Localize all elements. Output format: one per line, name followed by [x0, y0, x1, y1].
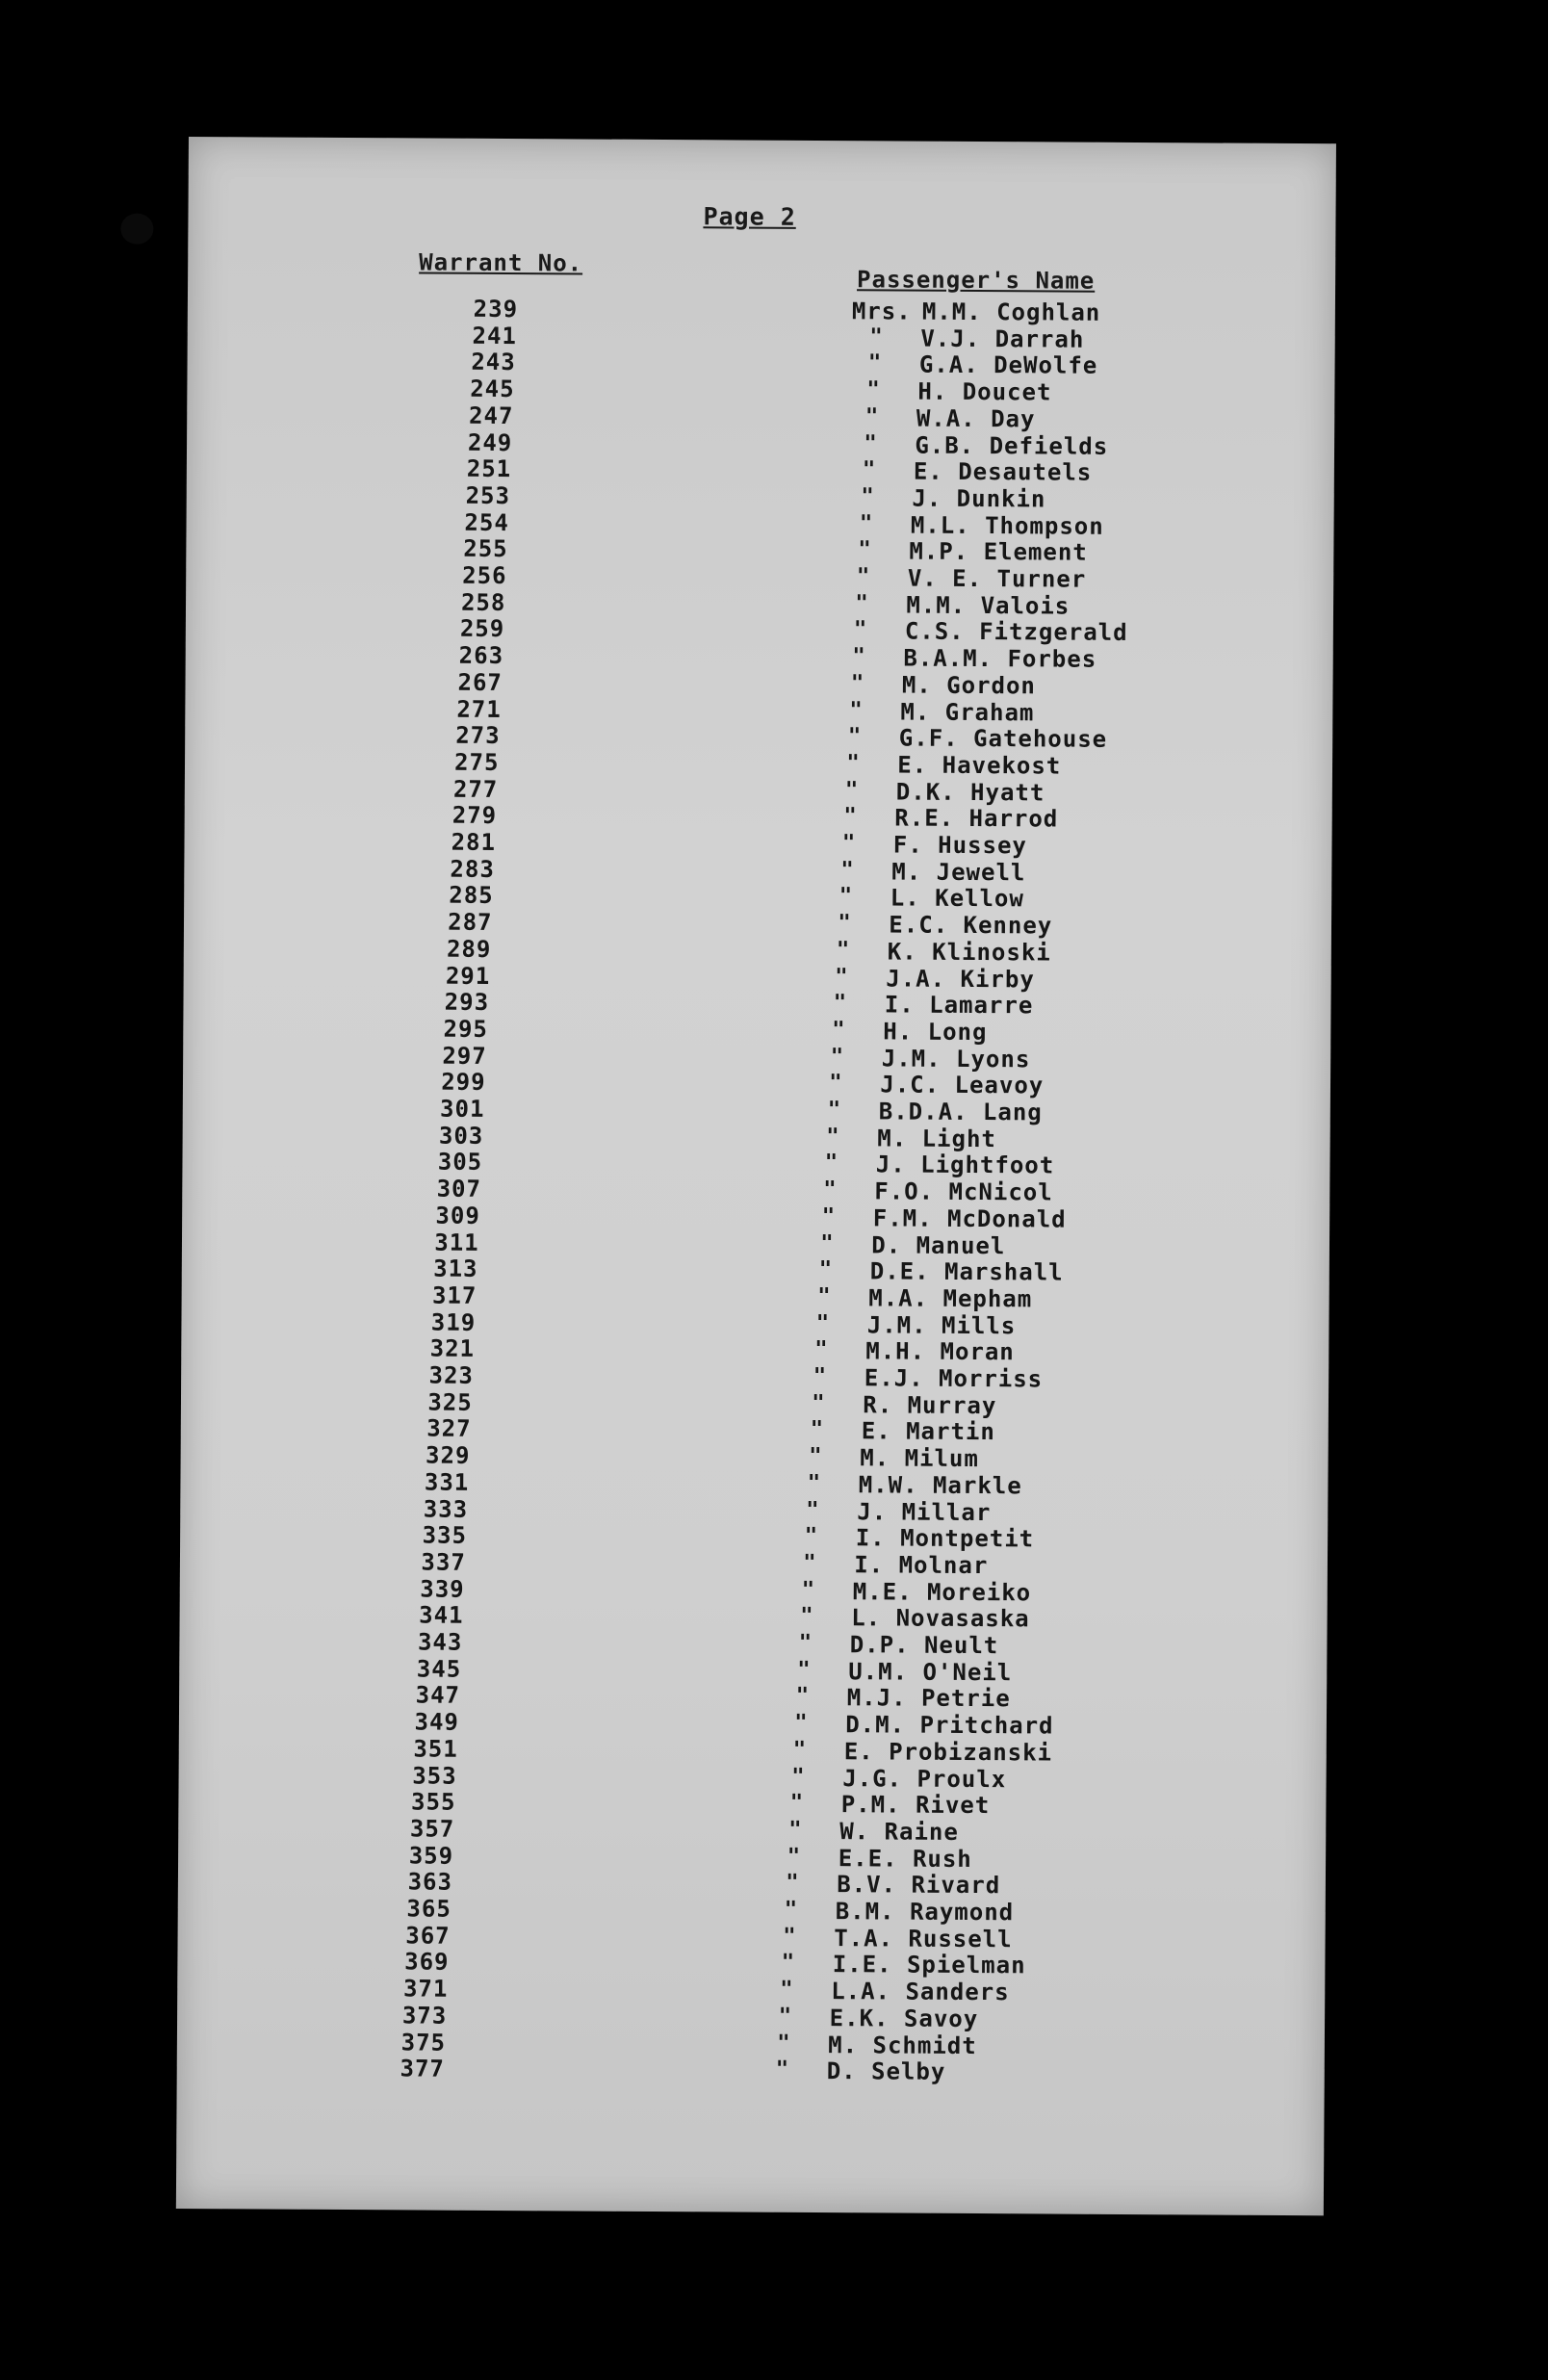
passenger-name: F. Hussey — [892, 831, 1027, 860]
passenger-name: J.M. Mills — [866, 1310, 1017, 1339]
ditto-mark: " — [778, 2004, 793, 2029]
warrant-number: 281 — [451, 828, 497, 856]
warrant-number: 277 — [452, 775, 499, 803]
passenger-name: D.E. Marshall — [869, 1257, 1064, 1286]
ditto-mark: " — [784, 1897, 799, 1922]
passenger-name: D. Manuel — [871, 1230, 1006, 1259]
warrant-number: 283 — [450, 855, 495, 883]
warrant-number: 263 — [458, 641, 504, 670]
ditto-mark: " — [817, 1283, 832, 1308]
ditto-mark: " — [775, 2057, 790, 2082]
ditto-mark: " — [866, 377, 881, 402]
ditto-mark: " — [804, 1524, 819, 1549]
ditto-mark: " — [815, 1310, 831, 1335]
passenger-name: I.E. Spielman — [832, 1951, 1026, 1979]
warrant-number: 307 — [436, 1175, 482, 1203]
warrant-number: 333 — [423, 1495, 469, 1523]
ditto-mark: " — [841, 831, 857, 856]
ditto-mark: " — [856, 564, 871, 589]
passenger-name: M. Jewell — [891, 858, 1026, 887]
passenger-name: E. Martin — [861, 1417, 995, 1446]
warrant-number: 371 — [402, 1975, 449, 2003]
ditto-mark: " — [795, 1684, 811, 1709]
ditto-mark: " — [830, 1044, 845, 1069]
ditto-mark: " — [859, 510, 874, 535]
ditto-mark: " — [807, 1470, 822, 1495]
ditto-mark: " — [787, 1844, 802, 1869]
ditto-mark: " — [806, 1497, 820, 1522]
passenger-name: M.H. Moran — [865, 1337, 1015, 1366]
warrant-number: 319 — [430, 1308, 477, 1336]
ditto-mark: " — [789, 1791, 805, 1816]
warrant-number: 343 — [417, 1628, 463, 1656]
ditto-mark: " — [791, 1764, 806, 1789]
ditto-mark: " — [820, 1230, 835, 1255]
passenger-name: J.G. Proulx — [842, 1764, 1007, 1793]
warrant-number: 339 — [420, 1575, 465, 1603]
ditto-mark: " — [852, 644, 866, 669]
passenger-name: R. Murray — [863, 1390, 997, 1419]
passenger-name: M. Gordon — [901, 671, 1036, 700]
warrant-number: 279 — [452, 801, 498, 830]
warrant-number: 275 — [454, 748, 500, 776]
warrant-number: 377 — [400, 2055, 446, 2082]
passenger-name: J. Millar — [857, 1497, 992, 1526]
warrant-number: 241 — [472, 322, 518, 349]
warrant-number: 313 — [433, 1255, 478, 1283]
warrant-number: 311 — [434, 1229, 479, 1256]
warrant-number: 329 — [426, 1441, 471, 1469]
passenger-name: V. E. Turner — [907, 564, 1087, 593]
passenger-name: B.A.M. Forbes — [903, 644, 1097, 673]
passenger-name: G.A. DeWolfe — [918, 351, 1098, 380]
warrant-number: 271 — [456, 695, 502, 723]
ditto-mark: " — [861, 484, 875, 509]
warrant-number: 359 — [408, 1842, 454, 1870]
passenger-name: J.A. Kirby — [886, 964, 1035, 993]
passenger-name: V.J. Darrah — [920, 324, 1085, 353]
ditto-mark: " — [846, 751, 861, 776]
passenger-name: D. Selby — [826, 2057, 946, 2086]
passenger-name: E.E. Rush — [838, 1844, 972, 1873]
ditto-mark: " — [826, 1124, 840, 1149]
name-prefix: Mrs. — [851, 298, 912, 325]
ditto-mark: " — [835, 964, 849, 989]
passenger-name: E.K. Savoy — [829, 2004, 979, 2032]
passenger-name: I. Molnar — [854, 1551, 989, 1579]
ditto-mark: " — [844, 777, 860, 802]
ditto-mark: " — [786, 1871, 800, 1896]
passenger-name: L.A. Sanders — [831, 1978, 1010, 2006]
ditto-mark: " — [847, 724, 863, 749]
passenger-name: D.M. Pritchard — [845, 1711, 1054, 1740]
passenger-name: M.P. Element — [909, 537, 1088, 567]
warrant-number: 365 — [406, 1895, 452, 1923]
warrant-number: 353 — [412, 1761, 457, 1790]
warrant-number: 285 — [449, 882, 494, 910]
passenger-name: P.M. Rivet — [840, 1791, 991, 1820]
warrant-number: 251 — [466, 454, 512, 483]
ditto-mark: " — [800, 1604, 814, 1629]
ditto-mark: " — [858, 537, 872, 562]
passenger-name: T.A. Russell — [834, 1924, 1013, 1953]
passenger-name: L. Kellow — [890, 884, 1024, 913]
passenger-name: B.M. Raymond — [835, 1898, 1015, 1927]
warrant-number: 297 — [442, 1042, 487, 1070]
ditto-mark: " — [838, 911, 852, 936]
passenger-name: E.J. Morriss — [864, 1364, 1044, 1393]
passenger-name: K. Klinoski — [887, 938, 1051, 967]
warrant-number: 303 — [438, 1122, 484, 1150]
warrant-number: 291 — [445, 962, 491, 990]
warrant-number: 305 — [437, 1148, 483, 1177]
warrant-number: 321 — [429, 1334, 476, 1363]
ditto-mark: " — [818, 1257, 834, 1282]
passenger-name: G.B. Defields — [915, 431, 1109, 460]
passenger-name: U.M. O'Neil — [848, 1657, 1013, 1686]
ditto-mark: " — [832, 1017, 846, 1043]
ditto-mark: " — [853, 617, 868, 642]
ditto-mark: " — [823, 1177, 838, 1203]
passenger-name: H. Long — [883, 1018, 988, 1046]
ditto-mark: " — [827, 1098, 842, 1123]
passenger-name: R.E. Harrod — [894, 804, 1059, 833]
ditto-mark: " — [794, 1710, 809, 1736]
warrant-number: 253 — [465, 481, 511, 509]
passenger-name: M.J. Petrie — [846, 1684, 1011, 1713]
warrant-number: 355 — [411, 1788, 456, 1816]
warrant-number: 243 — [471, 349, 516, 376]
passenger-name: M.L. Thompson — [910, 511, 1104, 540]
ditto-mark: " — [803, 1550, 817, 1575]
passenger-name: M.E. Moreiko — [852, 1577, 1032, 1606]
list-item — [177, 2054, 1284, 2087]
warrant-number: 323 — [428, 1361, 474, 1389]
warrant-number: 301 — [440, 1095, 485, 1123]
warrant-number: 254 — [464, 508, 509, 536]
ditto-mark: " — [801, 1577, 816, 1602]
warrant-number: 256 — [462, 561, 507, 590]
ditto-mark: " — [809, 1444, 823, 1469]
warrant-number: 373 — [401, 2002, 448, 2030]
warrant-number: 369 — [404, 1948, 450, 1977]
passenger-name: E.C. Kenney — [889, 911, 1053, 940]
ditto-mark: " — [777, 2031, 791, 2056]
ditto-mark: " — [833, 991, 848, 1016]
passenger-name: E. Havekost — [897, 751, 1062, 780]
passenger-name: M.M. Coghlan — [921, 298, 1101, 326]
passenger-name: G.F. Gatehouse — [898, 724, 1108, 754]
page-title: Page 2 — [703, 202, 796, 231]
ditto-mark: " — [862, 457, 877, 482]
warrant-number: 341 — [419, 1601, 464, 1630]
passenger-name: M.A. Mepham — [868, 1284, 1033, 1313]
warrant-number: 293 — [444, 988, 490, 1017]
ditto-mark: " — [780, 1977, 794, 2002]
warrant-number: 345 — [416, 1655, 462, 1683]
ditto-mark: " — [836, 937, 851, 963]
ditto-mark: " — [843, 804, 858, 829]
warrant-number-header: Warrant No. — [419, 248, 583, 277]
passenger-name: J. Lightfoot — [875, 1151, 1055, 1179]
ditto-mark: " — [867, 350, 883, 375]
warrant-number: 299 — [441, 1068, 486, 1097]
passenger-name: D.K. Hyatt — [895, 778, 1045, 807]
passenger-name: I. Lamarre — [884, 991, 1034, 1020]
passenger-name: E. Desautels — [913, 457, 1093, 486]
punch-hole — [120, 214, 153, 245]
ditto-mark: " — [812, 1390, 826, 1415]
passenger-name: M. Graham — [900, 698, 1035, 726]
passenger-name: M. Schmidt — [828, 2031, 977, 2059]
ditto-mark: " — [840, 857, 855, 882]
warrant-number: 363 — [407, 1868, 453, 1897]
passenger-name: I. Montpetit — [855, 1524, 1035, 1553]
passenger-name: M.M. Valois — [906, 591, 1071, 620]
warrant-number: 317 — [431, 1281, 477, 1309]
warrant-number: 347 — [415, 1681, 461, 1710]
ditto-mark: " — [814, 1337, 829, 1362]
ditto-mark: " — [864, 404, 880, 429]
passenger-name: J. Dunkin — [912, 484, 1046, 513]
ditto-mark: " — [849, 697, 864, 722]
warrant-number: 249 — [467, 428, 513, 456]
warrant-number: 309 — [435, 1202, 480, 1229]
warrant-number: 295 — [443, 1015, 489, 1043]
passenger-name: C.S. Fitzgerald — [904, 617, 1128, 647]
warrant-number: 351 — [413, 1735, 458, 1763]
passenger-name: E. Probizanski — [843, 1737, 1053, 1767]
warrant-number: 259 — [459, 615, 505, 643]
ditto-mark: " — [824, 1151, 839, 1176]
ditto-mark: " — [821, 1203, 837, 1229]
ditto-mark: " — [797, 1657, 812, 1682]
warrant-number: 247 — [469, 401, 514, 429]
passenger-name: B.V. Rivard — [837, 1871, 1001, 1900]
ditto-mark: " — [781, 1951, 796, 1976]
warrant-number: 337 — [421, 1548, 466, 1576]
passenger-name: F.M. McDonald — [872, 1204, 1067, 1233]
warrant-number: 255 — [463, 535, 508, 563]
document-page — [176, 137, 1336, 2215]
passenger-name-header: Passenger's Name — [857, 266, 1096, 295]
warrant-number: 331 — [424, 1468, 470, 1496]
passenger-name: H. Doucet — [917, 377, 1052, 406]
ditto-mark: " — [850, 671, 865, 696]
warrant-number: 273 — [455, 721, 501, 750]
passenger-name: J.M. Lyons — [881, 1045, 1031, 1073]
passenger-name: W. Raine — [839, 1818, 959, 1846]
passenger-name: B.D.A. Lang — [878, 1098, 1043, 1126]
warrant-number: 375 — [400, 2028, 447, 2057]
warrant-number: 327 — [426, 1414, 472, 1443]
passenger-name: F.O. McNicol — [874, 1177, 1053, 1206]
ditto-mark: " — [864, 430, 878, 455]
passenger-name: M. Light — [877, 1125, 996, 1152]
warrant-number: 287 — [448, 908, 493, 937]
warrant-number: 239 — [473, 295, 519, 323]
passenger-name: M. Milum — [860, 1444, 979, 1473]
ditto-mark: " — [838, 884, 854, 909]
ditto-mark: " — [813, 1363, 828, 1389]
ditto-mark: " — [829, 1071, 843, 1096]
passenger-name: M.W. Markle — [858, 1471, 1022, 1500]
warrant-number: 335 — [422, 1521, 468, 1549]
warrant-number: 267 — [457, 668, 503, 696]
warrant-number: 258 — [460, 588, 506, 616]
warrant-number: 289 — [446, 935, 492, 963]
passenger-name: J.C. Leavoy — [880, 1071, 1045, 1099]
ditto-mark: " — [783, 1924, 797, 1949]
warrant-number: 349 — [414, 1708, 459, 1736]
passenger-name: D.P. Neult — [849, 1631, 999, 1660]
ditto-mark: " — [869, 324, 884, 349]
ditto-mark: " — [788, 1817, 803, 1842]
ditto-mark: " — [855, 590, 869, 616]
warrant-number: 325 — [427, 1388, 473, 1416]
warrant-number: 245 — [470, 375, 515, 403]
passenger-name: L. Novasaska — [851, 1604, 1030, 1633]
warrant-number: 367 — [405, 1922, 451, 1950]
warrant-number: 357 — [409, 1815, 455, 1843]
ditto-mark: " — [798, 1630, 813, 1655]
ditto-mark: " — [810, 1417, 825, 1442]
passenger-name: W.A. Day — [916, 404, 1036, 433]
ditto-mark: " — [792, 1737, 808, 1762]
